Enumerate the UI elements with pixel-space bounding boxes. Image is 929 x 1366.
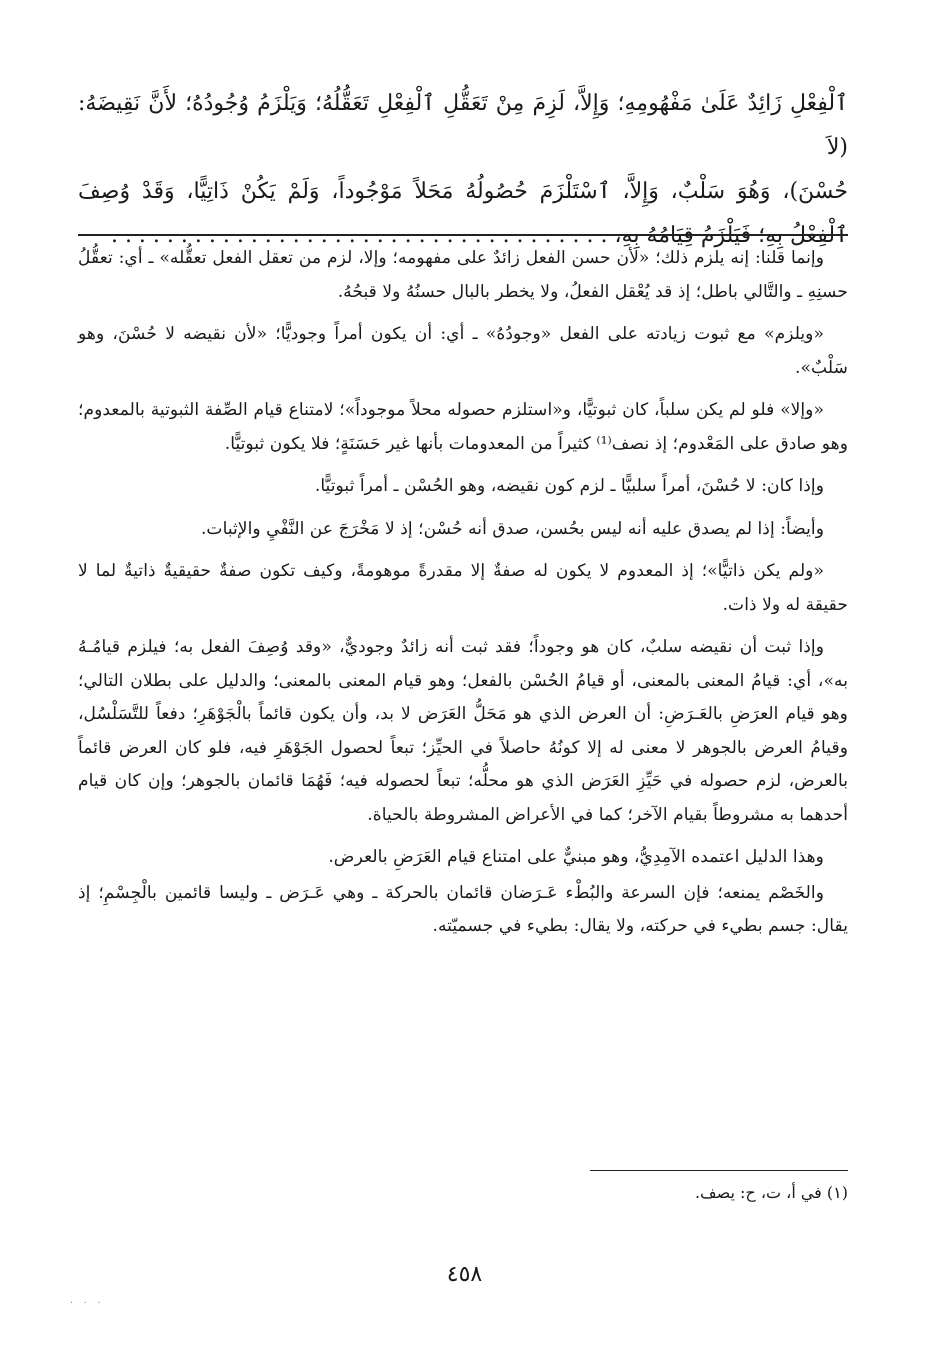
matn-line-2: حُسْنَ)، وَهُوَ سَلْبٌ، وَإِلاَّ، ٱسْتَلْزَمَ حُصُولُهُ مَحَلاً مَوْجُوداً، وَلَمْ يَكُنْ ذَاتِيًّا، وَقَدْ وُصِفَ xyxy=(78,179,848,204)
sharh-paragraph: وإذا كان: لا حُسْنَ، أمراً سلبيًّا ـ لزم كون نقيضه، وهو الحُسْن ـ أمراً ثبوتيًّا. xyxy=(314,476,824,496)
scan-specks: . . . xyxy=(70,1296,105,1306)
page-number: ٤٥٨ xyxy=(446,1262,483,1287)
sharh-paragraph: وإنما قلنا: إنه يلزم ذلك؛ «لأن حسن الفعل زائدٌ على مفهومه؛ وإلا، لزم من تعقل الفعل تعقُّله» ـ أي: تعقُّلُ حسنِهِ ـ والتَّالي باطل؛ إذ قد يُعْقل الفعلُ، ولا يخطر بالبال حسنُهُ ولا قبحُهُ. xyxy=(78,248,848,302)
matn-text-block xyxy=(78,82,848,258)
matn-line-3: ٱلْفِعْلُ بِهِ؛ فَيَلْزَمُ قِيَامُهُ بِهِ، . . . . . . . . . . . . . . . . . . . . . . . . . . . . . . . . . . . . xyxy=(110,223,848,248)
sharh-paragraph: وأيضاً: إذا لم يصدق عليه أنه ليس بحُسن، صدق أنه حُسْن؛ إذ لا مَخْرَجَ عن النَّفْيِ والإثبات. xyxy=(200,518,824,539)
footnote xyxy=(78,1180,848,1206)
sharh-paragraph: والخَصْم يمنعه؛ فإن السرعة والبُطْء عَـرَضان قائمان بالحركة ـ وهي عَـرَض ـ وليسا قائمين بالْجِسْمِ؛ إذ يقال: جسم بطيء في حركته، ولا يقال: بطيء في جسميّته. xyxy=(78,882,848,936)
sharh-paragraph: «ولم يكن ذاتيًّا»؛ إذ المعدوم لا يكون له صفةٌ إلا مقدرةً موهومةً، وكيف تكون صفةٌ حقيقيةٌ ذاتيةٌ لما لا حقيقة له ولا ذات. xyxy=(78,561,848,615)
sharh-paragraph: «وإلا» فلو لم يكن سلباً، كان ثبوتيًّا، و«استلزم حصوله محلاً موجوداً»؛ لامتناع قيام الصِّفة الثبوتية بالمعدوم؛ وهو صادق على المَعْدوم؛ إذ نصف⁽¹⁾ كثيراً من المعدومات بأنها غير حَسَنَةٍ؛ فلا يكون ثبوتيًّا. xyxy=(78,400,848,454)
sharh-paragraph: وإذا ثبت أن نقيضه سلبٌ، كان هو وجوداً؛ فقد ثبت أنه زائدٌ وجوديٌّ، «وقد وُصِفَ الفعل به؛ فيلزم قيامُـهُ به»، أي: قيامُ المعنى بالمعنى، أو قيامُ الحُسْن بالفعل؛ وهو قيام المعنى بالمعنى؛ والدليل على بطلان التالي؛ وهو قيام العرَضِ بالعَـرَضِ: أن العرض الذي هو مَحَلُّ العَرَض لا بد، وأن يكون قائماً بالْجَوْهَرِ؛ دفعاً للتَّسَلْسُل، وقيامُ العرض بالجوهر لا معنى له إلا كونُهُ حاصلاً في الحيِّز؛ تبعاً لحصول الجَوْهَرِ فيه، فلو كان العرض قائماً بالعرض، لزم حصوله في حَيِّزِ العَرَض الذي هو محلُّه؛ تبعاً لحصوله فيه؛ فَهُمَا قائمان بالجوهر؛ وإن كان قيام أحدهما به مشروطاً بقيام الآخر؛ كما في الأعراض المشروطة بالحياة. xyxy=(78,637,848,825)
sharh-paragraph: «ويلزم» مع ثبوت زيادته على الفعل «وجودُهُ» ـ أي: أن يكون أمراً وجوديًّا؛ «لأن نقيضه لا حُسْنَ، وهو سَلْبٌ». xyxy=(78,324,848,378)
footnote-text: (١) في أ، ت، ح: يصف. xyxy=(694,1183,848,1202)
footnote-separator-rule xyxy=(590,1170,848,1171)
sharh-paragraph: وهذا الدليل اعتمده الآمِدِيُّ، وهو مبنيٌّ على امتناع قيام العَرَضِ بالعرض. xyxy=(328,847,824,867)
sharh-commentary-block xyxy=(78,242,848,953)
matn-separator-rule xyxy=(78,234,848,236)
matn-line-1: ٱلْفِعْلِ زَائِدٌ عَلَىٰ مَفْهُومِهِ؛ وَإِلاَّ، لَزِمَ مِنْ تَعَقُّلِ ٱلْفِعْلِ تَعَقُّلُهُ؛ وَيَلْزَمُ وُجُودُهُ؛ لأَنَّ نَقِيضَهُ: (لاَ xyxy=(78,91,848,160)
